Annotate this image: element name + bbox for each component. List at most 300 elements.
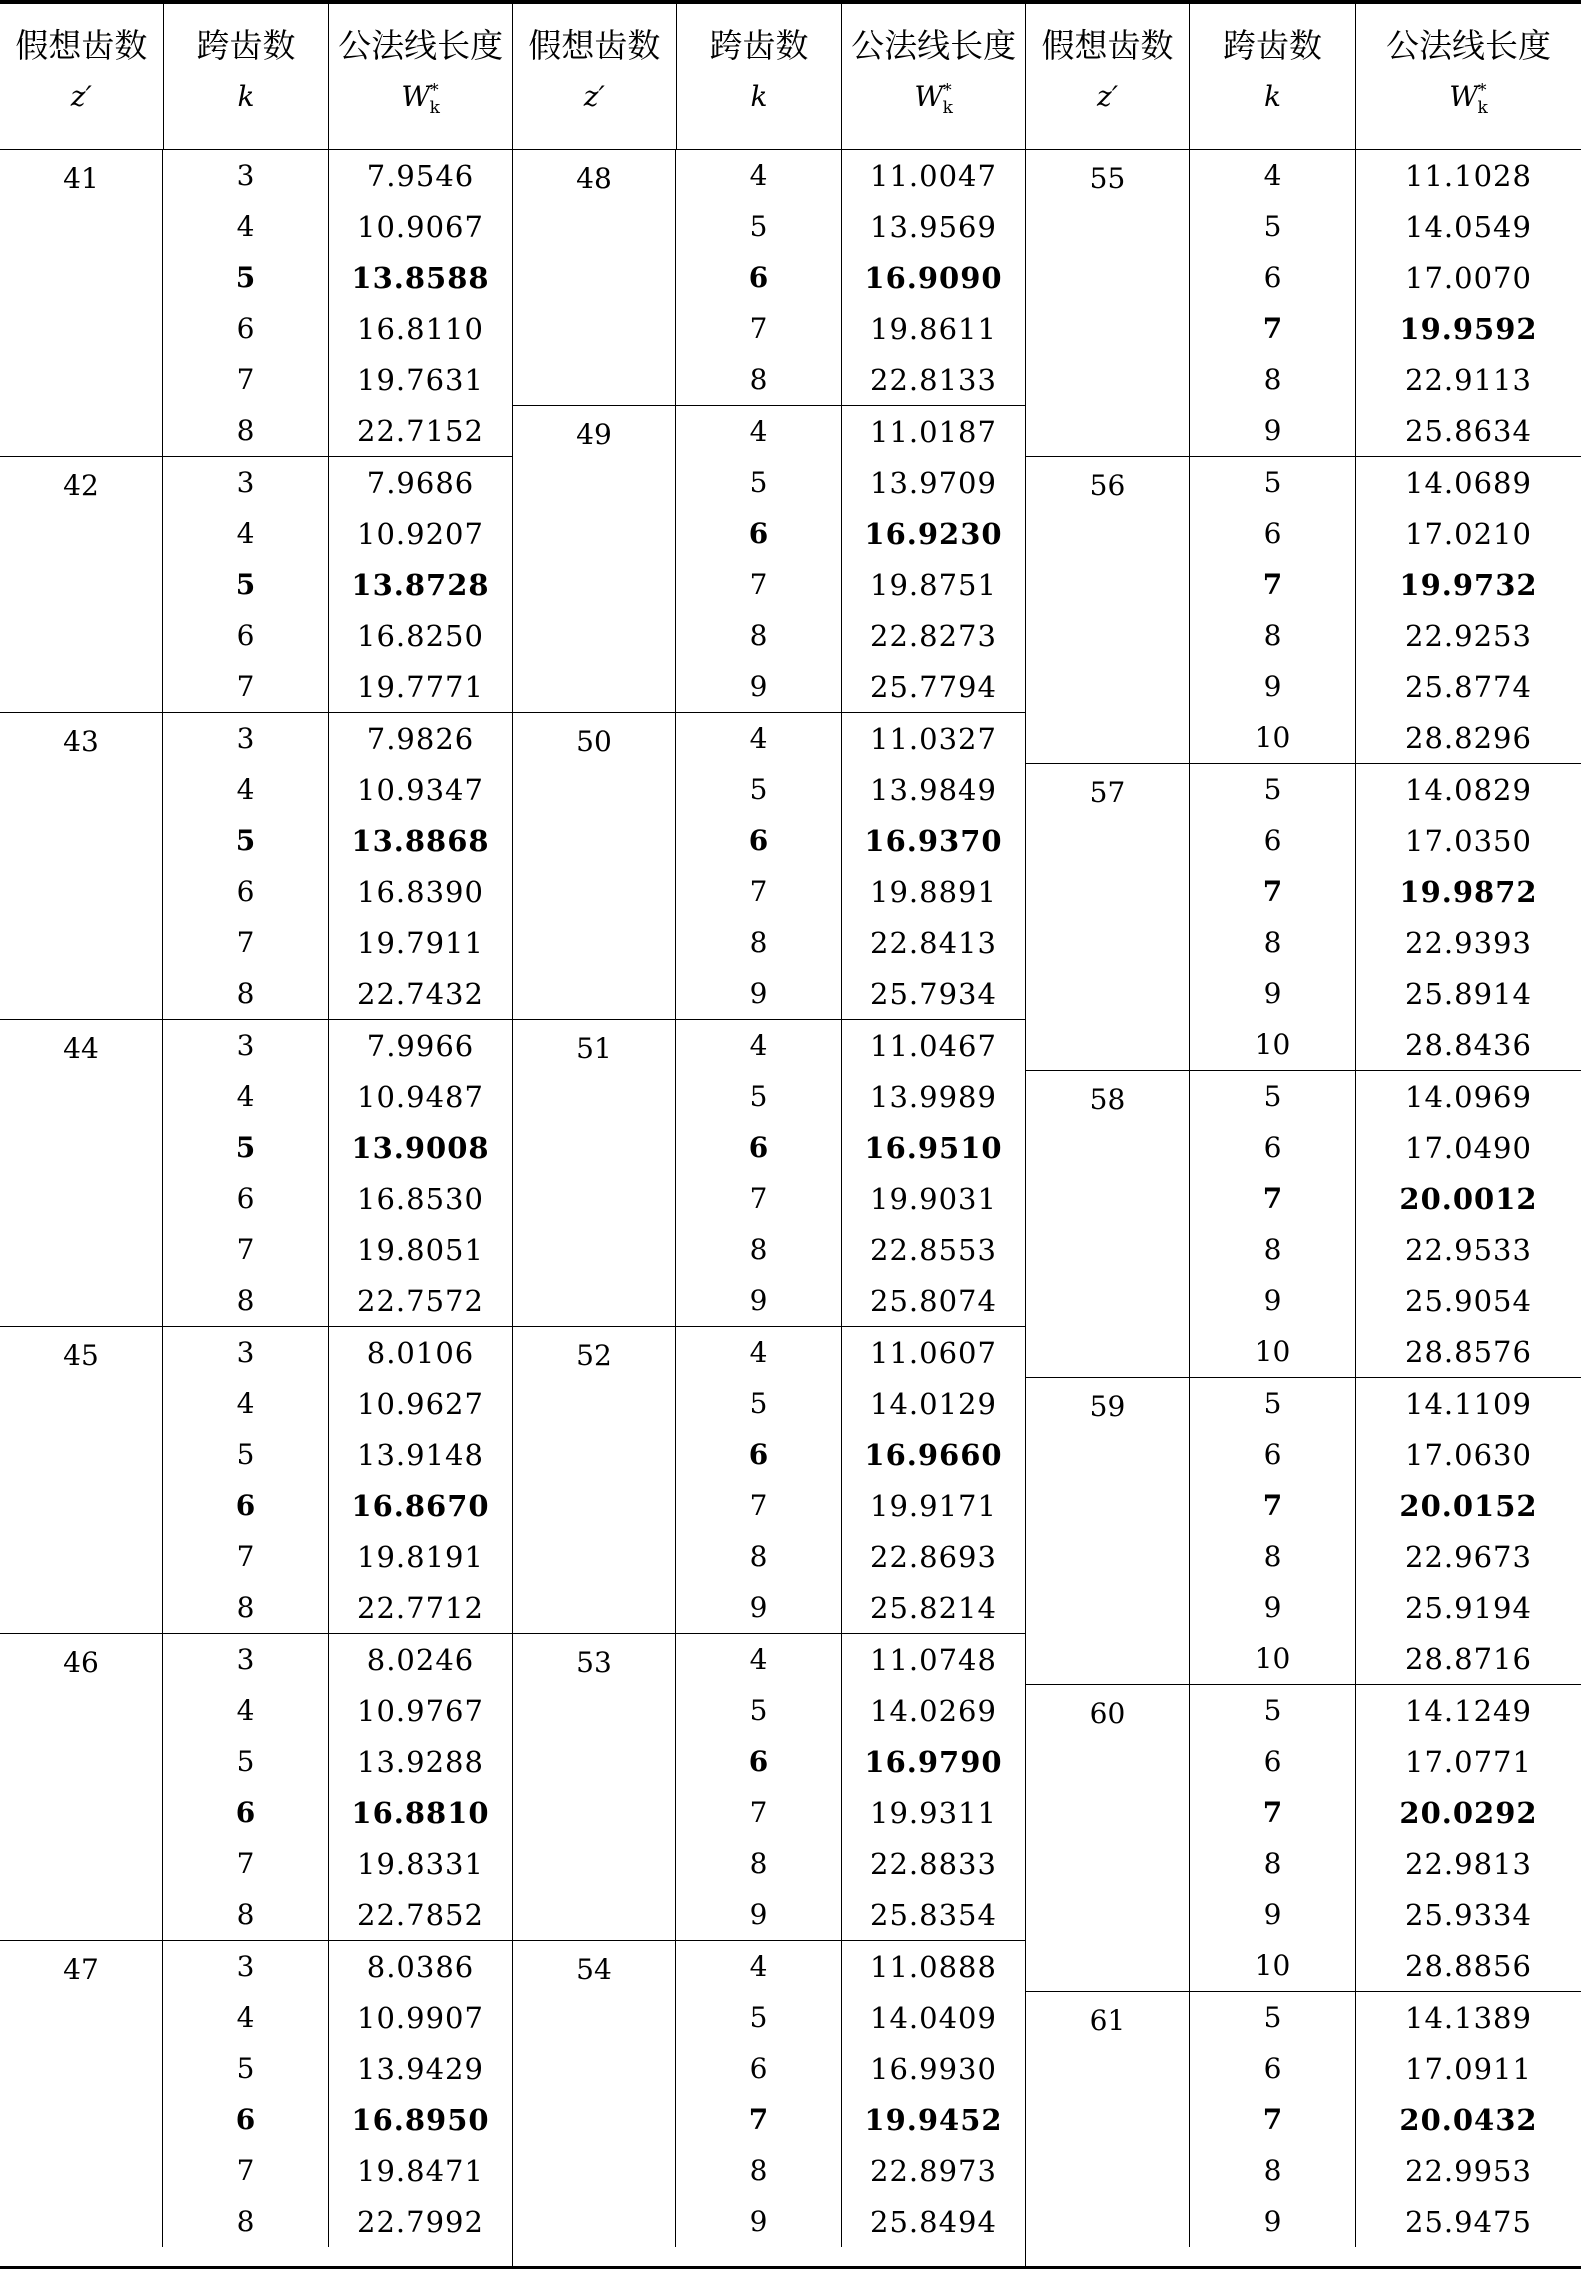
virtual-teeth-value: 44 [63,1032,99,1065]
span-teeth-cell: 6 [162,1480,328,1531]
tangent-length-cell: 16.9230 [841,508,1025,559]
table-row [675,968,1025,1019]
table-row [675,815,1025,866]
header-span-teeth-label: 跨齿数 [1223,26,1322,65]
span-teeth-cell: 10 [1189,1633,1355,1684]
tangent-length-cell: 20.0432 [1355,2094,1581,2145]
table-panel-3 [1026,4,1581,2266]
span-teeth-cell: 6 [1189,2043,1355,2094]
table-row [1189,2196,1581,2247]
table-row [162,1224,512,1275]
group-rows [1189,1685,1581,1991]
tangent-length-cell: 17.0210 [1355,508,1581,559]
tangent-length-cell: 11.0748 [841,1634,1025,1685]
table-row [162,1838,512,1889]
group-rows [162,1020,512,1326]
tangent-length-cell: 19.8191 [328,1531,512,1582]
tooth-group [513,1327,1025,1634]
group-rows [675,713,1025,1019]
virtual-teeth-value: 42 [63,469,99,502]
virtual-teeth-value: 58 [1089,1083,1126,1116]
span-teeth-cell: 5 [162,1122,328,1173]
tangent-length-cell: 8.0246 [328,1634,512,1685]
table-row [675,1736,1025,1787]
table-row [1189,1940,1581,1991]
tangent-length-cell: 22.9953 [1355,2145,1581,2196]
virtual-teeth-value: 54 [576,1953,612,1986]
group-rows [162,713,512,1019]
table-row [675,406,1025,457]
span-teeth-cell: 8 [162,968,328,1019]
tangent-length-cell: 20.0292 [1355,1787,1581,1838]
table-row [162,815,512,866]
table-row [162,917,512,968]
tangent-length-cell: 16.9660 [841,1429,1025,1480]
table-row [1189,1787,1581,1838]
table-row [162,1634,512,1685]
table-body [513,150,1025,2266]
tangent-length-cell: 16.9930 [841,2043,1025,2094]
span-teeth-cell: 7 [162,661,328,712]
span-teeth-cell: 7 [675,1480,841,1531]
tangent-length-cell: 13.9148 [328,1429,512,1480]
tangent-length-cell: 25.8214 [841,1582,1025,1633]
table-row [675,1838,1025,1889]
group-rows [162,1634,512,1940]
table-row [675,1275,1025,1326]
table-row [675,252,1025,303]
header-virtual-teeth [1026,4,1189,149]
span-teeth-cell: 7 [162,917,328,968]
tangent-length-cell: 14.0969 [1355,1071,1581,1122]
tooth-group [1026,457,1581,764]
table-row [1189,1992,1581,2043]
span-teeth-cell: 7 [675,866,841,917]
virtual-teeth-value: 57 [1089,776,1126,809]
table-row [1189,1378,1581,1429]
tooth-group [1026,1992,1581,2247]
tangent-length-cell: 14.0549 [1355,201,1581,252]
table-row [1189,1173,1581,1224]
table-row [162,2145,512,2196]
symbol-superscript: * [1477,80,1487,101]
tangent-length-cell: 16.9790 [841,1736,1025,1787]
tangent-length-cell: 19.8751 [841,559,1025,610]
table-row [162,2094,512,2145]
table-body [1026,150,1581,2266]
span-teeth-cell: 10 [1189,1019,1355,1070]
group-rows [1189,1992,1581,2247]
table-row [1189,150,1581,201]
table-row [1189,968,1581,1019]
table-row [1189,405,1581,456]
span-teeth-cell: 5 [1189,1071,1355,1122]
tangent-length-cell: 14.0829 [1355,764,1581,815]
tangent-length-cell: 25.8354 [841,1889,1025,1940]
table-row [162,1736,512,1787]
tangent-length-cell: 25.8774 [1355,661,1581,712]
group-rows [675,1020,1025,1326]
tangent-length-cell: 13.9429 [328,2043,512,2094]
table-header [513,4,1025,150]
tangent-length-cell: 11.0187 [841,406,1025,457]
table-panels [0,4,1581,2266]
span-teeth-cell: 8 [162,1275,328,1326]
symbol-subscript: k [1477,97,1488,118]
table-panel-2 [513,4,1026,2266]
span-teeth-cell: 9 [1189,1275,1355,1326]
header-base-tangent-length-symbol-text: W [1449,80,1478,113]
table-row [675,2196,1025,2247]
span-teeth-cell: 5 [162,252,328,303]
header-virtual-teeth [513,4,676,149]
tangent-length-cell: 14.0269 [841,1685,1025,1736]
tangent-length-cell: 22.9393 [1355,917,1581,968]
span-teeth-cell: 5 [1189,1378,1355,1429]
tangent-length-cell: 17.0630 [1355,1429,1581,1480]
header-base-tangent-length [328,4,512,149]
span-teeth-cell: 8 [1189,1531,1355,1582]
table-row [162,201,512,252]
table-row [1189,661,1581,712]
span-teeth-cell: 4 [675,713,841,764]
span-teeth-cell: 8 [675,1838,841,1889]
span-teeth-cell: 6 [162,610,328,661]
tangent-length-cell: 14.1389 [1355,1992,1581,2043]
header-virtual-teeth-symbol [584,80,605,113]
table-row [162,1327,512,1378]
table-row [1189,866,1581,917]
tangent-length-cell: 22.8413 [841,917,1025,968]
tangent-length-cell: 7.9966 [328,1020,512,1071]
tangent-length-cell: 16.8670 [328,1480,512,1531]
tangent-length-cell: 11.1028 [1355,150,1581,201]
table-row [1189,1889,1581,1940]
span-teeth-cell: 10 [1189,1940,1355,1991]
tangent-length-cell: 14.1109 [1355,1378,1581,1429]
tangent-length-cell: 19.8891 [841,866,1025,917]
span-teeth-cell: 9 [1189,2196,1355,2247]
span-teeth-cell: 5 [1189,201,1355,252]
tangent-length-cell: 13.9989 [841,1071,1025,1122]
tooth-group [0,150,512,457]
span-teeth-cell: 8 [162,1582,328,1633]
tangent-length-cell: 10.9067 [328,201,512,252]
group-rows [1189,457,1581,763]
span-teeth-cell: 3 [162,713,328,764]
tangent-length-cell: 19.7771 [328,661,512,712]
span-teeth-cell: 8 [1189,354,1355,405]
tangent-length-cell: 16.8810 [328,1787,512,1838]
virtual-teeth-value: 52 [576,1339,612,1372]
header-virtual-teeth-symbol [1097,80,1118,113]
table-row [162,661,512,712]
table-row [675,1992,1025,2043]
group-rows [1189,1071,1581,1377]
span-teeth-cell: 4 [162,1071,328,1122]
span-teeth-cell: 5 [162,1736,328,1787]
header-span-teeth-label: 跨齿数 [196,26,296,65]
span-teeth-cell: 8 [162,405,328,456]
table-row [675,661,1025,712]
table-row [162,1787,512,1838]
span-teeth-cell: 6 [675,1736,841,1787]
virtual-teeth-value: 53 [576,1646,612,1679]
tangent-length-cell: 17.0490 [1355,1122,1581,1173]
tangent-length-cell: 25.9334 [1355,1889,1581,1940]
header-base-tangent-length-symbol [1449,80,1488,118]
span-teeth-cell: 3 [162,150,328,201]
table-row [675,354,1025,405]
tangent-length-cell: 17.0070 [1355,252,1581,303]
span-teeth-cell: 5 [162,2043,328,2094]
tangent-length-cell: 22.7852 [328,1889,512,1940]
span-teeth-cell: 5 [1189,764,1355,815]
table-row [162,1941,512,1992]
tangent-length-cell: 16.8390 [328,866,512,917]
tangent-length-cell: 10.9347 [328,764,512,815]
span-teeth-cell: 6 [162,1787,328,1838]
span-teeth-cell: 8 [1189,917,1355,968]
table-row [675,713,1025,764]
tangent-length-cell: 13.9849 [841,764,1025,815]
table-row [162,713,512,764]
symbol-superscript: * [943,80,952,101]
tangent-length-cell: 19.8611 [841,303,1025,354]
table-row [1189,1071,1581,1122]
table-row [162,1071,512,1122]
span-teeth-cell: 5 [675,1992,841,2043]
table-row [162,150,512,201]
header-span-teeth [676,4,842,149]
tooth-group [0,457,512,713]
table-row [675,1685,1025,1736]
table-row [675,866,1025,917]
tangent-length-cell: 10.9627 [328,1378,512,1429]
tangent-length-cell: 16.8530 [328,1173,512,1224]
span-teeth-cell: 7 [162,2145,328,2196]
tangent-length-cell: 19.9872 [1355,866,1581,917]
tangent-length-cell: 16.8950 [328,2094,512,2145]
table-row [1189,815,1581,866]
tangent-length-cell: 25.8494 [841,2196,1025,2247]
span-teeth-cell: 8 [162,1889,328,1940]
table-row [675,1531,1025,1582]
table-row [1189,457,1581,508]
tangent-length-cell: 19.8051 [328,1224,512,1275]
span-teeth-cell: 4 [162,201,328,252]
table-header [0,4,512,150]
tooth-group [513,713,1025,1020]
span-teeth-cell: 7 [1189,1787,1355,1838]
tooth-group [0,1941,512,2247]
span-teeth-cell: 10 [1189,1326,1355,1377]
header-base-tangent-length-label: 公法线长度 [851,26,1017,65]
header-virtual-teeth-symbol [71,80,92,113]
tangent-length-cell: 25.8914 [1355,968,1581,1019]
table-row [675,2145,1025,2196]
table-row [1189,917,1581,968]
span-teeth-cell: 7 [675,1173,841,1224]
span-teeth-cell: 5 [675,457,841,508]
table-row [162,1480,512,1531]
span-teeth-cell: 5 [1189,457,1355,508]
group-rows [162,457,512,712]
table-row [162,1992,512,2043]
tangent-length-cell: 22.8693 [841,1531,1025,1582]
table-row [675,1889,1025,1940]
tangent-length-cell: 28.8716 [1355,1633,1581,1684]
virtual-teeth-value: 61 [1089,2004,1126,2037]
tangent-length-cell: 28.8296 [1355,712,1581,763]
span-teeth-cell: 8 [1189,1838,1355,1889]
tooth-group [1026,764,1581,1071]
span-teeth-cell: 7 [162,1531,328,1582]
span-teeth-cell: 7 [1189,559,1355,610]
group-rows [675,1941,1025,2247]
header-base-tangent-length [841,4,1025,149]
table-row [675,201,1025,252]
span-teeth-cell: 9 [675,1889,841,1940]
span-teeth-cell: 8 [675,2145,841,2196]
group-rows [162,1327,512,1633]
span-teeth-cell: 4 [675,1941,841,1992]
table-row [1189,1122,1581,1173]
tangent-length-cell: 20.0152 [1355,1480,1581,1531]
tangent-length-cell: 13.9569 [841,201,1025,252]
tangent-length-cell: 20.0012 [1355,1173,1581,1224]
tangent-length-cell: 17.0911 [1355,2043,1581,2094]
tangent-length-cell: 25.7794 [841,661,1025,712]
header-span-teeth-symbol-text: k [750,80,768,113]
tangent-length-cell: 17.0350 [1355,815,1581,866]
tangent-length-cell: 11.0047 [841,150,1025,201]
tangent-length-cell: 22.9113 [1355,354,1581,405]
table-row [1189,354,1581,405]
table-row [1189,1685,1581,1736]
header-span-teeth-symbol [751,80,768,113]
table-header [1026,4,1581,150]
virtual-teeth-value: 60 [1089,1697,1126,1730]
virtual-teeth-value: 48 [576,162,612,195]
header-virtual-teeth-symbol-text: z′ [70,80,92,113]
table-row [162,457,512,508]
table-row [675,1327,1025,1378]
span-teeth-cell: 6 [675,1122,841,1173]
virtual-teeth-value: 59 [1089,1390,1126,1423]
span-teeth-cell: 8 [675,1224,841,1275]
span-teeth-cell: 9 [1189,1889,1355,1940]
tangent-length-cell: 19.8331 [328,1838,512,1889]
tangent-length-cell: 11.0467 [841,1020,1025,1071]
table-row [1189,2094,1581,2145]
virtual-teeth-value: 46 [63,1646,99,1679]
table-row [675,1122,1025,1173]
group-rows [162,150,512,456]
table-row [1189,2145,1581,2196]
tangent-length-cell: 8.0386 [328,1941,512,1992]
span-teeth-cell: 5 [162,1429,328,1480]
span-teeth-cell: 6 [675,252,841,303]
tangent-length-cell: 17.0771 [1355,1736,1581,1787]
tooth-group [513,1941,1025,2247]
table-row [675,457,1025,508]
tangent-length-cell: 10.9907 [328,1992,512,2043]
group-rows [675,150,1025,405]
span-teeth-cell: 5 [675,1685,841,1736]
table-row [675,1634,1025,1685]
span-teeth-cell: 5 [162,815,328,866]
table-row [1189,1582,1581,1633]
tangent-length-cell: 10.9207 [328,508,512,559]
span-teeth-cell: 8 [675,1531,841,1582]
span-teeth-cell: 9 [675,2196,841,2247]
group-rows [1189,764,1581,1070]
group-rows [162,1941,512,2247]
tangent-length-cell: 28.8576 [1355,1326,1581,1377]
table-row [1189,1736,1581,1787]
tooth-group [0,1020,512,1327]
table-row [1189,1429,1581,1480]
span-teeth-cell: 4 [162,764,328,815]
span-teeth-cell: 6 [162,866,328,917]
table-row [1189,1275,1581,1326]
table-row [675,1480,1025,1531]
table-row [675,508,1025,559]
tangent-length-cell: 22.7992 [328,2196,512,2247]
virtual-teeth-value: 55 [1089,162,1126,195]
span-teeth-cell: 7 [1189,303,1355,354]
table-row [675,1173,1025,1224]
span-teeth-cell: 3 [162,1941,328,1992]
span-teeth-cell: 9 [675,1582,841,1633]
span-teeth-cell: 7 [675,559,841,610]
table-row [162,1889,512,1940]
table-row [675,1941,1025,1992]
group-rows [675,406,1025,712]
tangent-length-cell: 22.9533 [1355,1224,1581,1275]
tangent-length-cell: 25.8634 [1355,405,1581,456]
tangent-length-cell: 22.8553 [841,1224,1025,1275]
tangent-length-cell: 28.8856 [1355,1940,1581,1991]
span-teeth-cell: 8 [675,354,841,405]
table-row [1189,764,1581,815]
tangent-length-cell: 11.0327 [841,713,1025,764]
table-row [162,610,512,661]
span-teeth-cell: 4 [675,1634,841,1685]
tangent-length-cell: 22.8133 [841,354,1025,405]
tooth-group [0,1634,512,1941]
tangent-length-cell: 22.9253 [1355,610,1581,661]
tangent-length-cell: 13.9709 [841,457,1025,508]
table-row [162,764,512,815]
virtual-teeth-value: 47 [63,1953,99,1986]
tangent-length-cell: 19.7631 [328,354,512,405]
span-teeth-cell: 4 [675,1020,841,1071]
tooth-group [1026,1378,1581,1685]
span-teeth-cell: 6 [162,303,328,354]
table-body [0,150,512,2266]
table-row [162,1582,512,1633]
tangent-length-cell: 14.0129 [841,1378,1025,1429]
tangent-length-cell: 25.9194 [1355,1582,1581,1633]
tooth-group [513,1020,1025,1327]
table-row [162,1275,512,1326]
tangent-length-cell: 13.8588 [328,252,512,303]
span-teeth-cell: 8 [1189,2145,1355,2196]
span-teeth-cell: 5 [1189,1992,1355,2043]
table-row [1189,1633,1581,1684]
